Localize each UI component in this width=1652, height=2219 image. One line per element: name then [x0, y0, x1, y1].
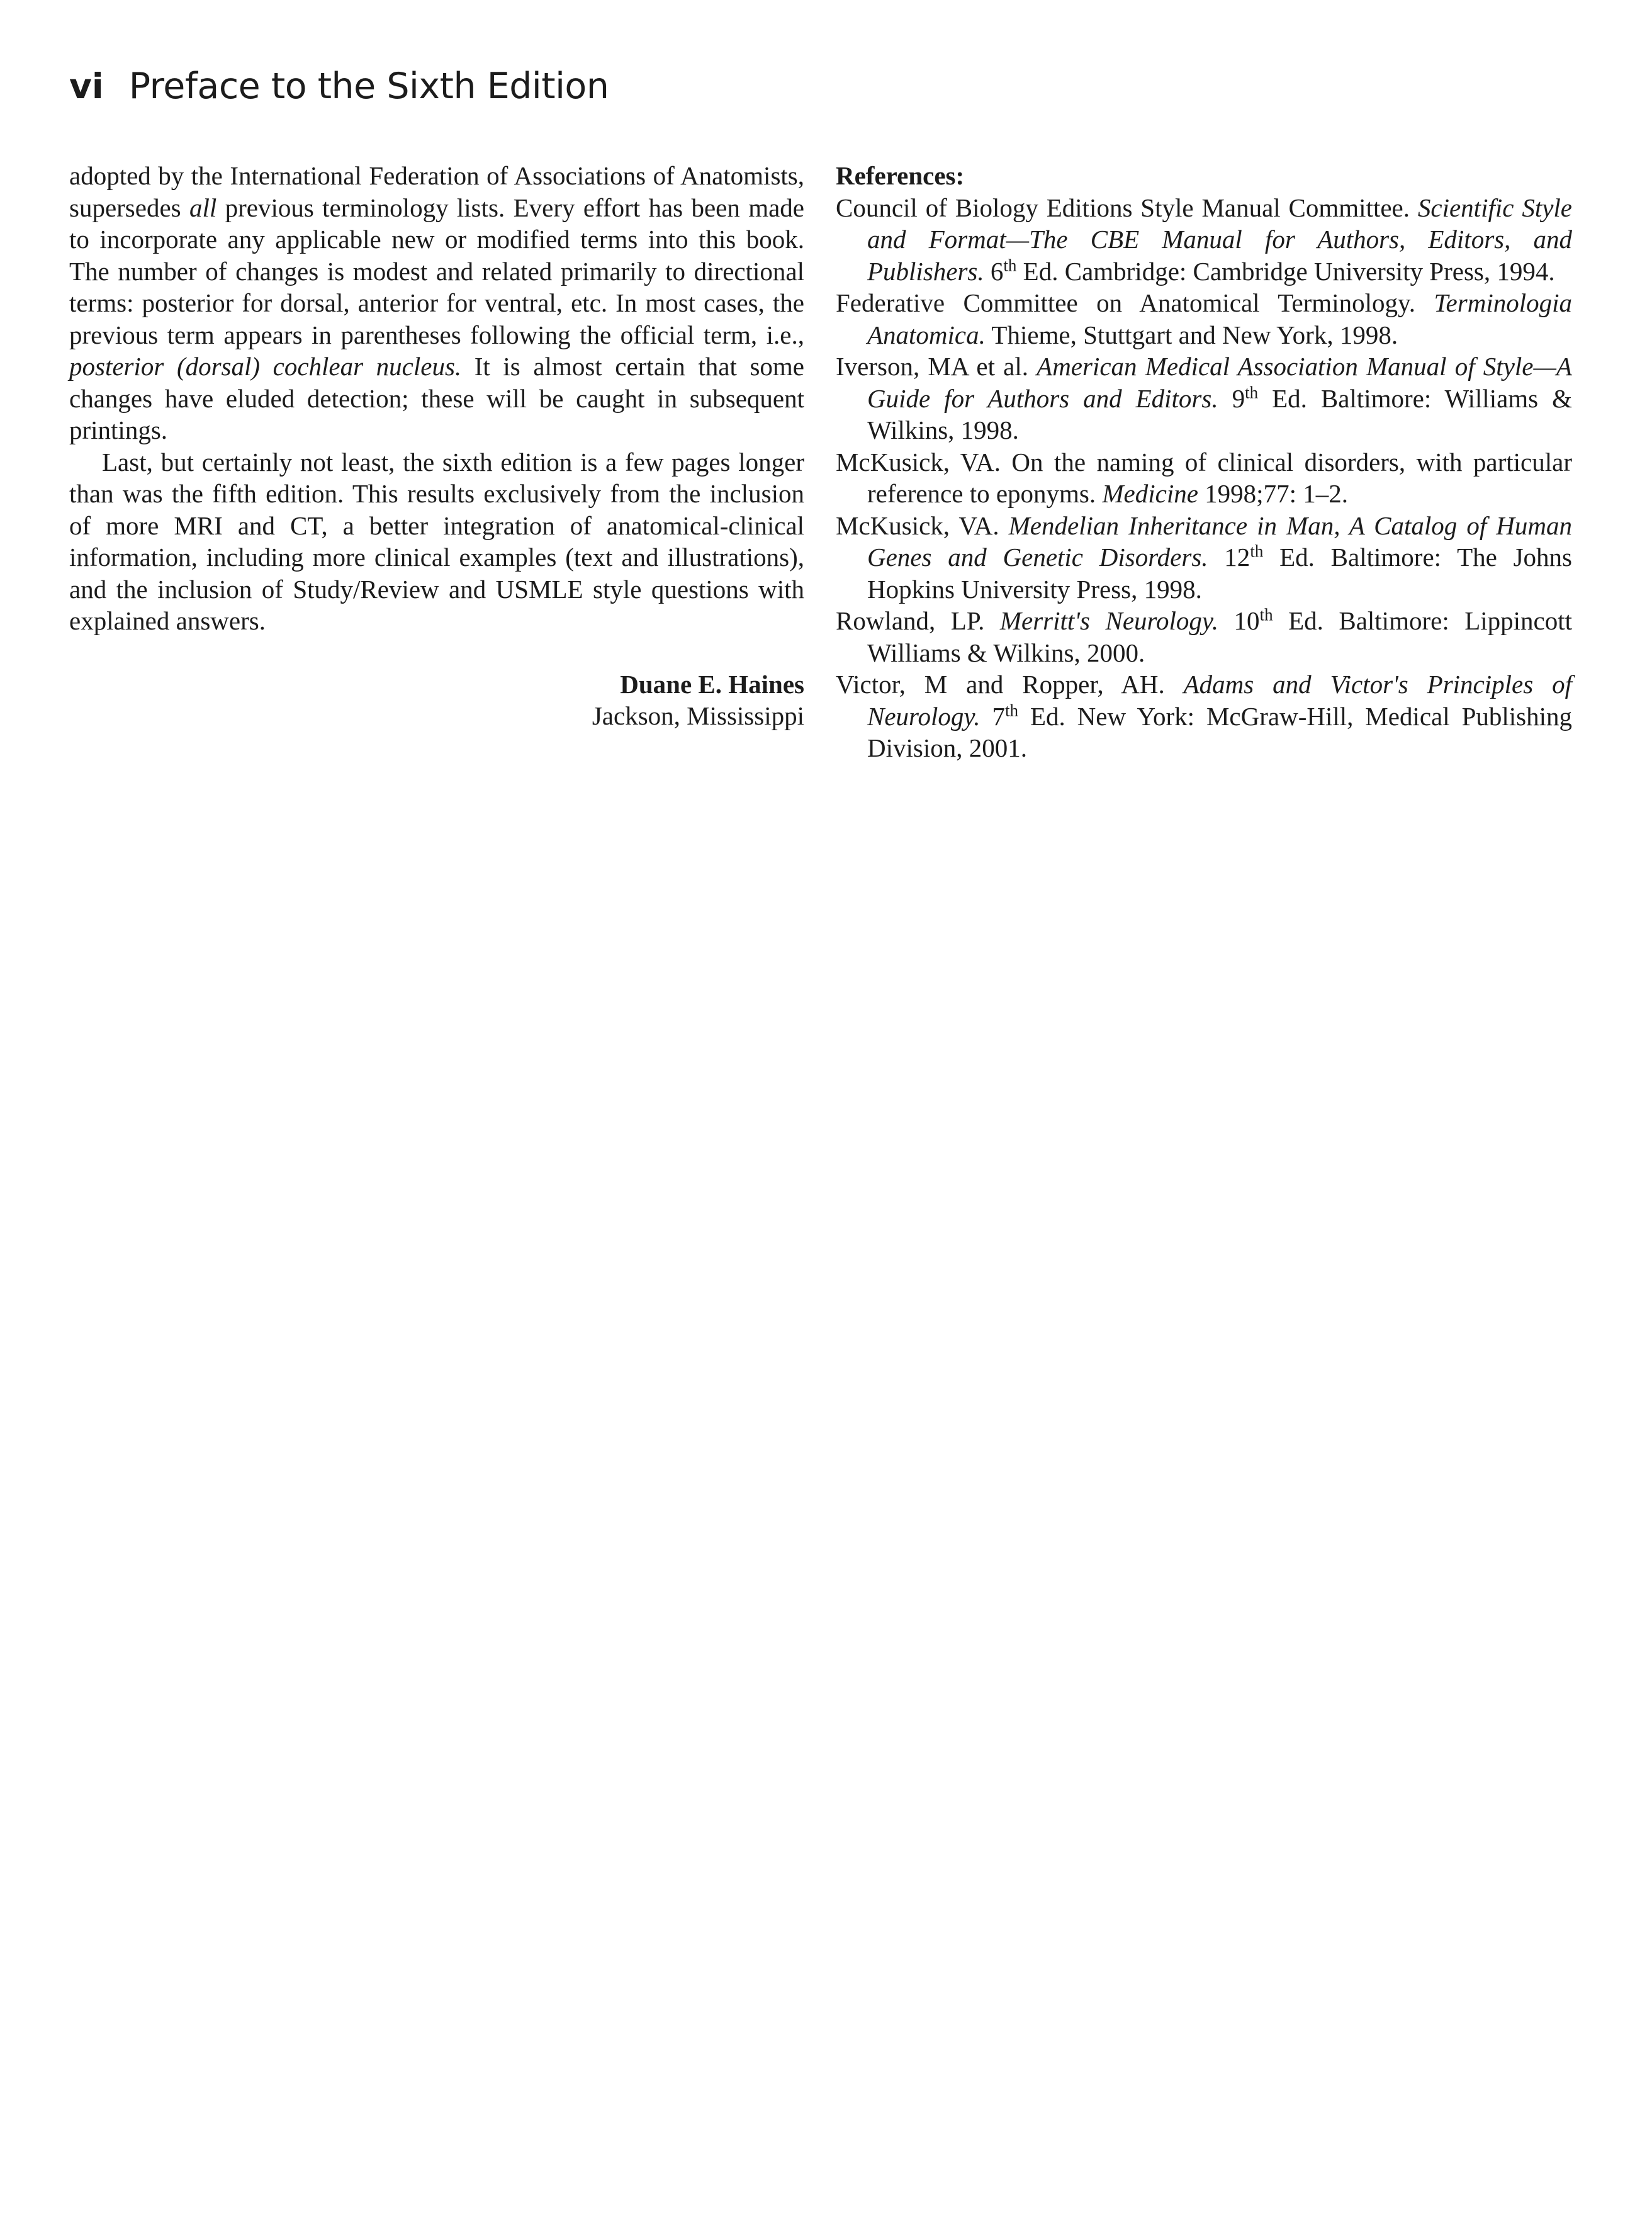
running-head [69, 65, 609, 107]
page-number: vi [69, 66, 104, 106]
references-column [836, 160, 1572, 764]
author-location: Jackson, Mississippi [592, 701, 804, 730]
preface-paragraph: Last, but certainly not least, the sixth edition is a few pages longer than was the fifth edition. This results exclusively from the inclusion of more MRI and CT, a better integration of anatomical-clinical information, including more clinical examples (text and illustrations), and the inclusion of Study/Review and USMLE style questions with explained answers. [69, 447, 804, 635]
preface-text-column [69, 160, 804, 732]
author-name: Duane E. Haines [620, 669, 804, 699]
running-title: Preface to the Sixth Edition [128, 65, 609, 107]
reference-entry: Federative Committee on Anatomical Terminology. Terminologia Anatomica. Thieme, Stuttgart and New York, 1998. [836, 288, 1572, 349]
references-heading: References: [836, 161, 965, 190]
reference-entry: McKusick, VA. Mendelian Inheritance in Man, A Catalog of Human Genes and Genetic Disorders. 12th Ed. Baltimore: The Johns Hopkins University Press, 1998. [836, 511, 1573, 604]
signature-block [69, 669, 804, 732]
preface-paragraph: adopted by the International Federation of Associations of Anatomists, supersedes all previous terminology lists. Every effort has been made to incorporate any applicable new or modified terms into this book. The number of changes is modest and related primarily to directional terms: posterior for dorsal, anterior for ventral, etc. In most cases, the previous term appears in parentheses following the official term, i.e., posterior (dorsal) cochlear nucleus. It is almost certain that some changes have eluded detection; these will be caught in subsequent printings. [69, 161, 804, 444]
reference-entry: Rowland, LP. Merritt's Neurology. 10th Ed. Baltimore: Lippincott Williams & Wilkins, 2000. [836, 605, 1573, 667]
reference-entry: Victor, M and Ropper, AH. Adams and Victor's Principles of Neurology. 7th Ed. New York: McGraw-Hill, Medical Publishing Division, 2001. [836, 670, 1572, 762]
reference-entry: McKusick, VA. On the naming of clinical disorders, with particular reference to eponyms. Medicine 1998;77: 1–2. [836, 447, 1572, 508]
reference-entry: Council of Biology Editions Style Manual Committee. Scientific Style and Format—The CBE Manual for Authors, Editors, and Publishers. 6th Ed. Cambridge: Cambridge University Press, 1994. [836, 193, 1572, 286]
reference-entry: Iverson, MA et al. American Medical Association Manual of Style—A Guide for Authors and Editors. 9th Ed. Baltimore: Williams & Wilkins, 1998. [836, 352, 1573, 444]
